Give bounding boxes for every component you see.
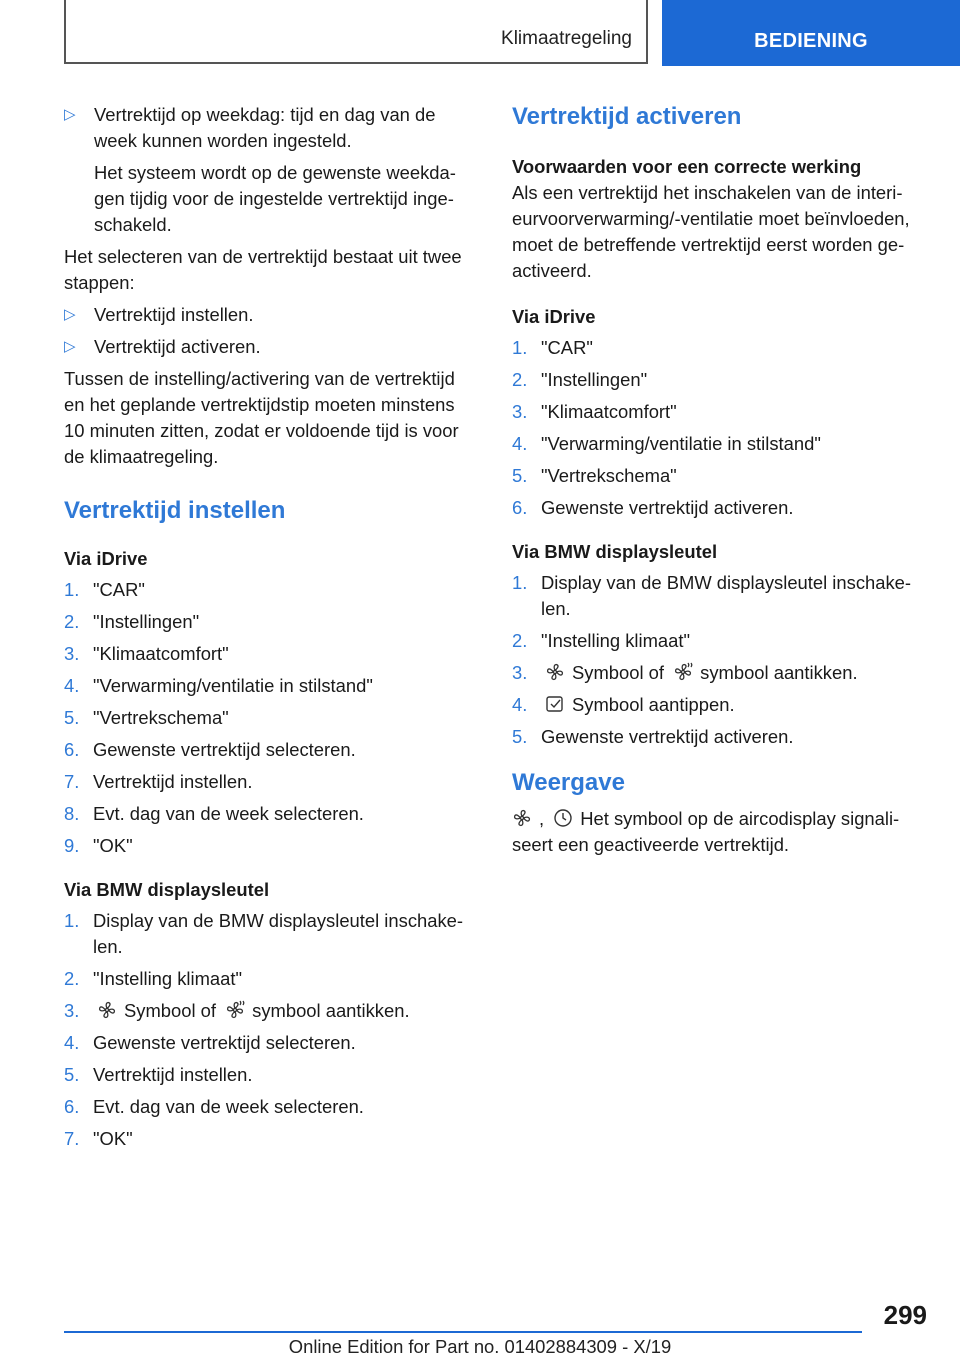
list-item: 2. "Instellingen" bbox=[64, 611, 200, 632]
left-column bbox=[64, 102, 480, 1158]
footer-edition: Online Edition for Part no. 01402884309 - X/19 bbox=[288, 1336, 672, 1357]
fan-heat-icon bbox=[673, 662, 693, 682]
checkbox-icon bbox=[545, 694, 565, 714]
list-item: 6. Evt. dag van de week selecteren. bbox=[64, 1096, 364, 1117]
bmw-steps-list bbox=[64, 908, 480, 1152]
heading-weergave: Weergave bbox=[512, 769, 625, 796]
list-item: 1. "CAR" bbox=[512, 337, 593, 358]
paragraph: Als een vertrektijd het inschakelen van de interi‐eurvoorverwarming/-ventilatie moet beïnvloeden, moet de betreffende vertrektijd eerst worden ge‐activeerd. bbox=[512, 182, 910, 281]
list-item: 7. Vertrektijd instellen. bbox=[64, 771, 253, 792]
triangle-bullet-icon: ▷ bbox=[64, 306, 76, 323]
list-item: 2. "Instelling klimaat" bbox=[64, 968, 243, 989]
paragraph: Het selecteren van de vertrektijd bestaat uit twee stappen: bbox=[64, 246, 462, 293]
paragraph: Tussen de instelling/activering van de vertrektijd en het geplande vertrektijdstip moeten minstens 10 minuten zitten, zodat er voldoende tijd is voor de klimaatregeling. bbox=[64, 368, 459, 467]
list-item: 5. "Vertrekschema" bbox=[64, 707, 229, 728]
subheading-via-bmw-displaysleutel: Via BMW displaysleutel bbox=[512, 541, 718, 562]
list-item: 5. Vertrektijd instellen. bbox=[64, 1064, 253, 1085]
list-item: 3. "Klimaatcomfort" bbox=[512, 401, 677, 422]
list-item: ▷ Vertrektijd activeren. bbox=[64, 334, 480, 360]
list-item: 5. "Vertrekschema" bbox=[512, 465, 677, 486]
bullet-list-steps bbox=[64, 302, 480, 360]
fan-icon bbox=[97, 1000, 117, 1020]
list-item: 4. Gewenste vertrektijd selecteren. bbox=[64, 1032, 356, 1053]
clock-icon bbox=[553, 808, 573, 828]
list-item: 6. Gewenste vertrektijd activeren. bbox=[512, 497, 794, 518]
triangle-bullet-icon: ▷ bbox=[64, 338, 76, 355]
paragraph: Het systeem wordt op de gewenste weekda‐gen tijdig voor de ingestelde vertrektijd inge‐schakeld. bbox=[94, 162, 456, 235]
bullet-list-intro bbox=[64, 102, 480, 238]
list-item: 1. Display van de BMW displaysleutel inschake‐len. bbox=[512, 572, 912, 619]
header-frame bbox=[64, 0, 648, 64]
list-item: 8. Evt. dag van de week selecteren. bbox=[64, 803, 364, 824]
idrive-steps-list bbox=[64, 577, 480, 859]
list-item: 9. "OK" bbox=[64, 835, 133, 856]
right-column bbox=[512, 102, 928, 858]
list-item: 4. "Verwarming/ventilatie in stilstand" bbox=[512, 433, 821, 454]
list-item: 4. "Verwarming/ventilatie in stilstand" bbox=[64, 675, 373, 696]
list-item: 7. "OK" bbox=[64, 1128, 133, 1149]
triangle-bullet-icon: ▷ bbox=[64, 106, 76, 123]
list-item: 3. "Klimaatcomfort" bbox=[64, 643, 229, 664]
list-item: 3. Symbool of symbool aantikken. bbox=[512, 662, 858, 683]
fan-icon bbox=[545, 662, 565, 682]
list-item: ▷ Vertrektijd instellen. bbox=[64, 302, 480, 328]
heading-vertrektijd-activeren: Vertrektijd activeren bbox=[512, 103, 742, 130]
subheading-via-idrive: Via iDrive bbox=[512, 306, 596, 327]
list-item: 2. "Instelling klimaat" bbox=[512, 630, 691, 651]
list-item: 6. Gewenste vertrektijd selecteren. bbox=[64, 739, 356, 760]
subheading-via-idrive: Via iDrive bbox=[64, 548, 148, 569]
list-item: 4. Symbool aantippen. bbox=[512, 694, 735, 715]
list-item: 2. "Instellingen" bbox=[512, 369, 648, 390]
list-item: 5. Gewenste vertrektijd activeren. bbox=[512, 726, 794, 747]
subheading-voorwaarden: Voorwaarden voor een correcte werking bbox=[512, 156, 862, 177]
chapter-tab bbox=[662, 0, 960, 66]
fan-heat-icon bbox=[225, 1000, 245, 1020]
heading-vertrektijd-instellen: Vertrektijd instellen bbox=[64, 497, 286, 524]
idrive-steps-list bbox=[512, 335, 928, 521]
footer-divider bbox=[64, 1331, 862, 1333]
subheading-via-bmw-displaysleutel: Via BMW displaysleutel bbox=[64, 879, 270, 900]
list-item: 1. "CAR" bbox=[64, 579, 145, 600]
bmw-steps-list bbox=[512, 570, 928, 750]
list-item: ▷ Vertrektijd op weekdag: tijd en dag van de week kunnen worden ingesteld. Het systeem wordt op de gewenste weekda‐gen tijdig voor de ingestelde vertrektijd inge‐schakeld. bbox=[64, 102, 480, 238]
list-item: 1. Display van de BMW displaysleutel inschake‐len. bbox=[64, 910, 464, 957]
paragraph: , Het symbool op de aircodisplay signali‐seert een geactiveerde vertrektijd. bbox=[512, 808, 900, 855]
list-item: 3. Symbool of symbool aantikken. bbox=[64, 1000, 410, 1021]
chapter-tab-label: BEDIENING bbox=[754, 30, 868, 52]
section-title: Klimaatregeling bbox=[501, 28, 632, 49]
page-number: 299 bbox=[883, 1300, 927, 1330]
fan-icon bbox=[512, 808, 532, 828]
